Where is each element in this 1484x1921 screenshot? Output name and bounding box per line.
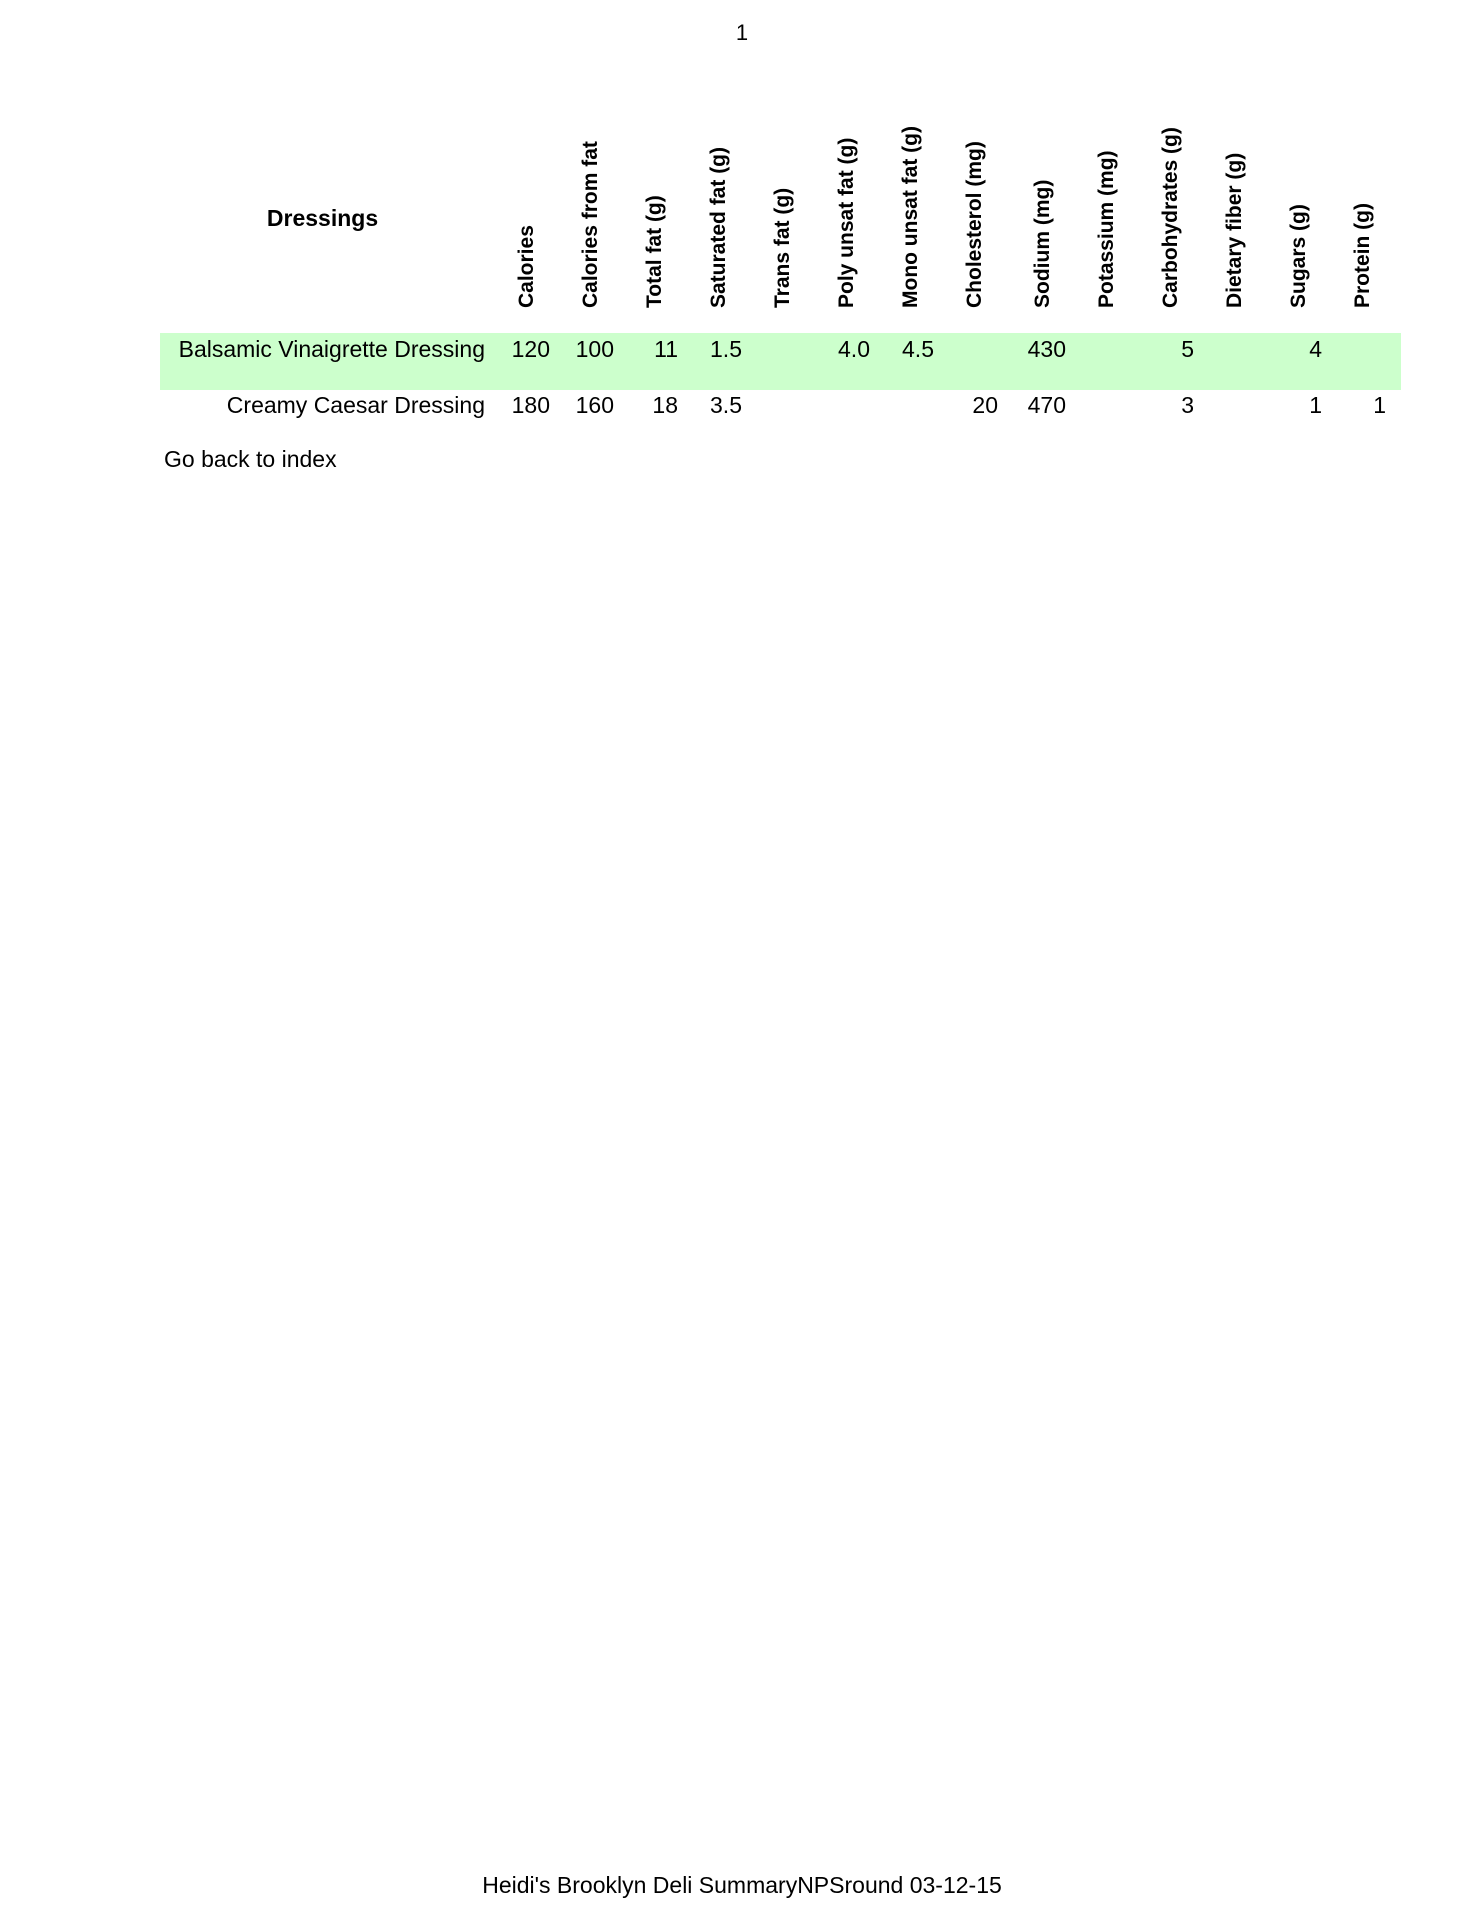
cell-carbohydrates: 5	[1181, 336, 1194, 362]
item-name: Creamy Caesar Dressing	[226, 392, 485, 418]
column-header-dietary-fiber	[1204, 125, 1268, 330]
table-row	[160, 389, 1401, 446]
cell-sugars: 1	[1309, 392, 1322, 418]
cell-poly-unsat-fat: 4.0	[838, 336, 870, 362]
cell-carbohydrates: 3	[1181, 392, 1194, 418]
column-header-label: Cholesterol (mg)	[963, 141, 986, 308]
table-row	[160, 333, 1401, 390]
column-header-label: Mono unsat fat (g)	[899, 126, 922, 308]
page-footer: Heidi's Brooklyn Deli SummaryNPSround 03-12-15	[482, 1872, 1002, 1898]
cell-mono-unsat-fat: 4.5	[902, 336, 934, 362]
cell-saturated-fat: 3.5	[710, 392, 742, 418]
column-header-label: Potassium (mg)	[1095, 150, 1118, 308]
page-number: 1	[735, 20, 749, 45]
cell-calories: 180	[511, 392, 550, 418]
cell-calories: 120	[511, 336, 550, 362]
column-header-label: Saturated fat (g)	[707, 146, 730, 308]
item-name: Balsamic Vinaigrette Dressing	[178, 336, 485, 362]
column-header-calories	[496, 125, 560, 330]
column-header-label: Calories	[515, 225, 538, 308]
column-header-label: Carbohydrates (g)	[1159, 127, 1182, 308]
column-header-label: Trans fat (g)	[771, 187, 794, 308]
cell-sugars: 4	[1309, 336, 1322, 362]
column-header-saturated-fat	[688, 125, 752, 330]
column-header-calories-from-fat	[560, 125, 624, 330]
column-header-label: Calories from fat	[579, 141, 602, 308]
column-header-label: Sodium (mg)	[1031, 179, 1054, 308]
cell-protein: 1	[1373, 392, 1386, 418]
column-header-cholesterol	[944, 125, 1008, 330]
cell-saturated-fat: 1.5	[710, 336, 742, 362]
section-title: Dressings	[266, 205, 379, 231]
column-header-protein	[1332, 125, 1396, 330]
column-header-total-fat	[624, 125, 688, 330]
column-header-trans-fat	[752, 125, 816, 330]
back-to-index-link[interactable]: Go back to index	[164, 446, 337, 472]
cell-sodium: 470	[1027, 392, 1066, 418]
column-header-label: Protein (g)	[1351, 203, 1374, 308]
column-header-label: Dietary fiber (g)	[1223, 152, 1246, 308]
cell-cholesterol: 20	[972, 392, 998, 418]
cell-total-fat: 11	[654, 336, 678, 362]
column-header-label: Poly unsat fat (g)	[835, 137, 858, 308]
column-header-potassium	[1076, 125, 1140, 330]
column-header-label: Sugars (g)	[1287, 204, 1310, 308]
column-header-mono-unsat-fat	[880, 125, 944, 330]
column-header-poly-unsat-fat	[816, 125, 880, 330]
column-header-sugars	[1268, 125, 1332, 330]
cell-calories-from-fat: 160	[575, 392, 614, 418]
cell-sodium: 430	[1027, 336, 1066, 362]
cell-total-fat: 18	[652, 392, 678, 418]
column-header-sodium	[1012, 125, 1076, 330]
cell-calories-from-fat: 100	[575, 336, 614, 362]
column-header-carbohydrates	[1140, 125, 1204, 330]
column-header-label: Total fat (g)	[643, 195, 666, 308]
